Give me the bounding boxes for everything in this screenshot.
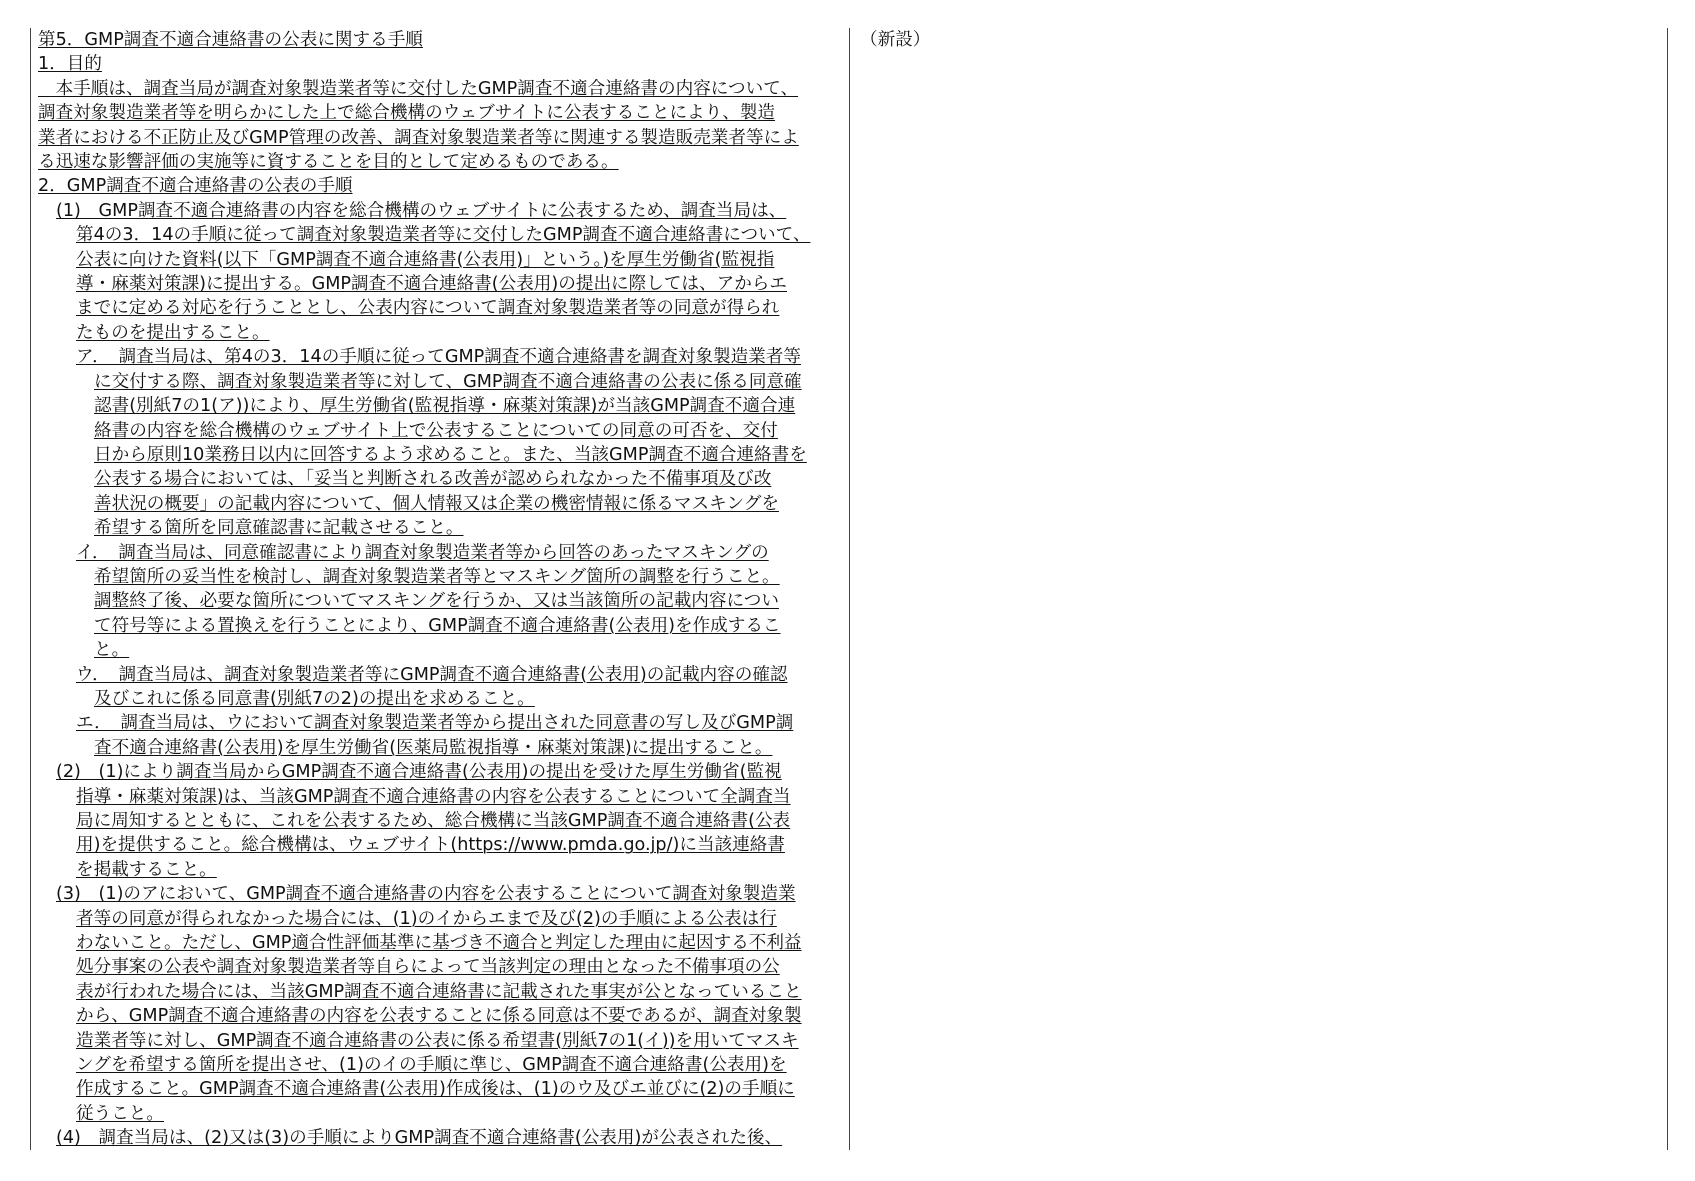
left-border xyxy=(30,28,31,1150)
text-line: 局に周知するとともに、これを公表するため、総合機構に当該GMP調査不適合連絡書(公表 xyxy=(76,811,791,831)
text-line: イ． 調査当局は、同意確認書により調査対象製造業者等から回答のあったマスキングの xyxy=(76,542,769,563)
text-line: と。 xyxy=(94,640,130,661)
text-line: 第5．GMP調査不適合連絡書の公表に関する手順 xyxy=(38,30,423,50)
text-line: ア． 調査当局は、第4の3．14の手順に従ってGMP調査不適合連絡書を調査対象製造業者等 xyxy=(76,347,801,368)
text-line: 調査対象製造業者等を明らかにした上で総合機構のウェブサイトに公表することにより、製造 xyxy=(38,103,776,124)
text-line: ウ． 調査当局は、調査対象製造業者等にGMP調査不適合連絡書(公表用)の記載内容の確認 xyxy=(76,664,788,685)
text-line: から、GMP調査不適合連絡書の内容を公表することに係る同意は不要であるが、調査対象製 xyxy=(76,1006,802,1027)
text-line: エ． 調査当局は、ウにおいて調査対象製造業者等から提出された同意書の写し及びGMP調 xyxy=(76,713,794,734)
text-line: 公表する場合においては、「妥当と判断される改善が認められなかった不備事項及び改 xyxy=(94,469,772,490)
text-line: 第4の3．14の手順に従って調査対象製造業者等に交付したGMP調査不適合連絡書について、 xyxy=(76,225,811,246)
column-divider xyxy=(849,28,850,1150)
text-line: に交付する際、調査対象製造業者等に対して、GMP調査不適合連絡書の公表に係る同意確 xyxy=(94,371,802,392)
text-line: 希望する箇所を同意確認書に記載させること。 xyxy=(94,518,464,539)
text-line: 導・麻薬対策課)に提出する。GMP調査不適合連絡書(公表用)の提出に際しては、アからエ xyxy=(76,274,787,295)
text-line: 作成すること。GMP調査不適合連絡書(公表用)作成後は、(1)のウ及びエ並びに(2)の手順に xyxy=(76,1079,795,1100)
original-text-column xyxy=(860,28,1650,52)
text-line: (2) (1)により調査当局からGMP調査不適合連絡書(公表用)の提出を受けた厚生労働省(監視 xyxy=(56,762,782,783)
revised-text-column xyxy=(38,28,840,1151)
text-line: たものを提出すること。 xyxy=(76,322,270,343)
text-line: を掲載すること。 xyxy=(76,859,217,880)
text-line: 善状況の概要」の記載内容について、個人情報又は企業の機密情報に係るマスキングを xyxy=(94,493,779,514)
text-line: わないこと。ただし、GMP適合性評価基準に基づき不適合と判定した理由に起因する不利益 xyxy=(76,933,802,954)
text-line: 1．目的 xyxy=(38,54,102,75)
text-line: ングを希望する箇所を提出させ、(1)のイの手順に準じ、GMP調査不適合連絡書(公表用)を xyxy=(76,1055,787,1076)
text-line: 表が行われた場合には、当該GMP調査不適合連絡書に記載された事実が公となっていること xyxy=(76,981,802,1002)
text-line: 業者における不正防止及びGMP管理の改善、調査対象製造業者等に関連する製造販売業者等によ xyxy=(38,127,799,148)
text-line: 希望箇所の妥当性を検討し、調査対象製造業者等とマスキング箇所の調整を行うこと。 xyxy=(94,566,780,587)
text-line: 認書(別紙7の1(ア))により、厚生労働省(監視指導・麻薬対策課)が当該GMP調査不適合連 xyxy=(94,396,796,417)
text-line: 者等の同意が得られなかった場合には、(1)のイからエまで及び(2)の手順による公表は行 xyxy=(76,908,777,929)
text-line: 公表に向けた資料(以下「GMP調査不適合連絡書(公表用)」という。)を厚生労働省(監視指 xyxy=(76,249,775,270)
text-line: (3) (1)のアにおいて、GMP調査不適合連絡書の内容を公表することについて調査対象製造業 xyxy=(56,884,796,905)
text-line: 造業者等に対し、GMP調査不適合連絡書の公表に係る希望書(別紙7の1(イ))を用いてマスキ xyxy=(76,1030,799,1051)
text-line: 指導・麻薬対策課)は、当該GMP調査不適合連絡書の内容を公表することについて全調査当 xyxy=(76,786,791,807)
text-line: 絡書の内容を総合機構のウェブサイト上で公表することについての同意の可否を、交付 xyxy=(94,420,778,441)
text-line: 査不適合連絡書(公表用)を厚生労働省(医薬局監視指導・麻薬対策課)に提出すること。 xyxy=(94,737,773,758)
text-line: (1) GMP調査不適合連絡書の内容を総合機構のウェブサイトに公表するため、調査当局は、 xyxy=(56,200,787,221)
text-line: 調整終了後、必要な箇所についてマスキングを行うか、又は当該箇所の記載内容につい xyxy=(94,591,779,612)
text-line: 用)を提供すること。総合機構は、ウェブサイト(https://www.pmda.go.jp/)に当該連絡書 xyxy=(76,835,785,856)
text-line: る迅速な影響評価の実施等に資することを目的として定めるものである。 xyxy=(38,152,619,173)
right-border xyxy=(1667,28,1668,1150)
text-line: 本手順は、調査当局が調査対象製造業者等に交付したGMP調査不適合連絡書の内容について、 xyxy=(38,78,799,99)
new-provision-label: （新設） xyxy=(860,30,931,50)
text-line: 処分事案の公表や調査対象製造業者等自らによって当該判定の理由となった不備事項の公 xyxy=(76,957,780,978)
text-line: 2．GMP調査不適合連絡書の公表の手順 xyxy=(38,176,353,197)
text-line: (4) 調査当局は、(2)又は(3)の手順によりGMP調査不適合連絡書(公表用)が公表された後、 xyxy=(56,1128,783,1149)
text-line: 及びこれに係る同意書(別紙7の2)の提出を求めること。 xyxy=(94,688,535,709)
text-line: て符号等による置換えを行うことにより、GMP調査不適合連絡書(公表用)を作成するこ xyxy=(94,615,781,636)
text-line: 日から原則10業務日以内に回答するよう求めること。また、当該GMP調査不適合連絡書を xyxy=(94,444,807,465)
text-line: までに定める対応を行うこととし、公表内容について調査対象製造業者等の同意が得られ xyxy=(76,298,780,319)
text-line: 従うこと。 xyxy=(76,1103,164,1124)
